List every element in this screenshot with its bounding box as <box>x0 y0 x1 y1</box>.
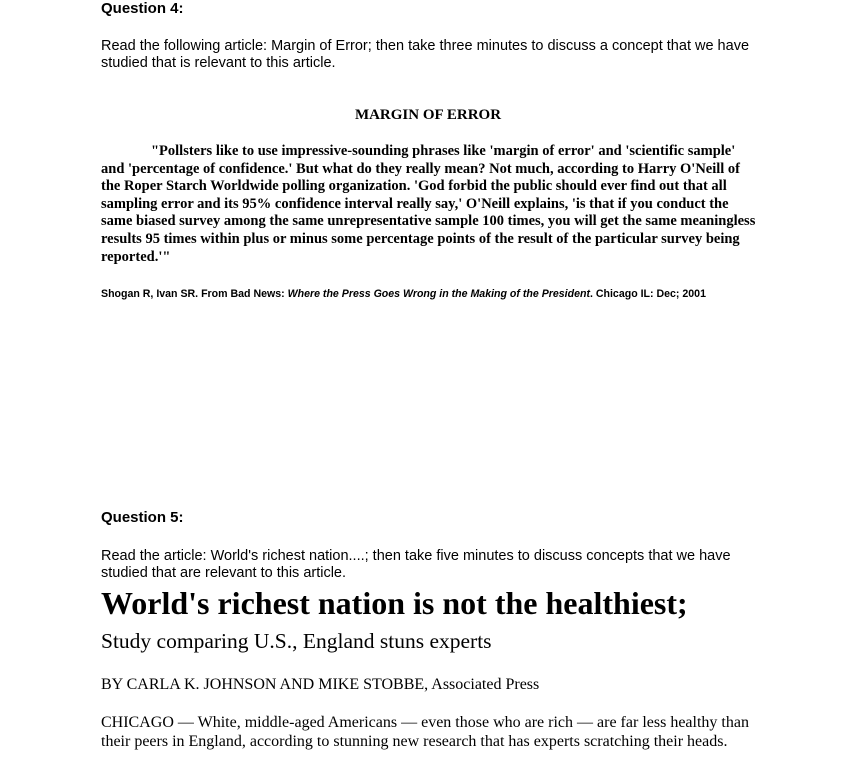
news-headline: World's richest nation is not the healthiest; <box>101 585 688 621</box>
citation-publication: . Chicago IL: Dec; 2001 <box>589 288 706 300</box>
citation-authors: Shogan R, Ivan SR. From Bad News: <box>101 288 288 300</box>
question-4-prompt: Read the following article: Margin of Error; then take three minutes to discuss a concept that we have studied that is relevant to this article. <box>101 38 750 71</box>
article-title: MARGIN OF ERROR <box>354 107 502 123</box>
question-5-prompt: Read the article: World's richest nation....; then take five minutes to discuss concepts that we have studied that are relevant to this article. <box>101 548 731 581</box>
news-subhead: Study comparing U.S., England stuns experts <box>101 629 492 653</box>
question-4-heading: Question 4: <box>101 0 184 17</box>
news-byline: BY CARLA K. JOHNSON AND MIKE STOBBE, Associated Press <box>101 676 540 693</box>
question-5-heading: Question 5: <box>101 509 184 526</box>
article-citation <box>101 288 706 301</box>
citation-book-title: Where the Press Goes Wrong in the Making of the President <box>287 288 590 300</box>
article-quote: "Pollsters like to use impressive-sounding phrases like 'margin of error' and 'scientific sample' and 'percentage of confidence.' But what do they really mean? Not much, according to Harry O'Neill of the Roper Starch Worldwide polling organization. 'God forbid the public should ever find out that all sampling error and its 95% confidence interval really say,' O'Neill explains, 'is that if you conduct the same biased survey among the same unrepresentative sample 100 times, you will get the same meaningless results 95 times within plus or minus some percentage points of the result of the particular survey being reported.'" <box>101 143 756 265</box>
news-lead-paragraph: CHICAGO — White, middle-aged Americans — even those who are rich — are far less healthy than their peers in England, according to stunning new research that has experts scratching their heads. <box>101 714 749 750</box>
